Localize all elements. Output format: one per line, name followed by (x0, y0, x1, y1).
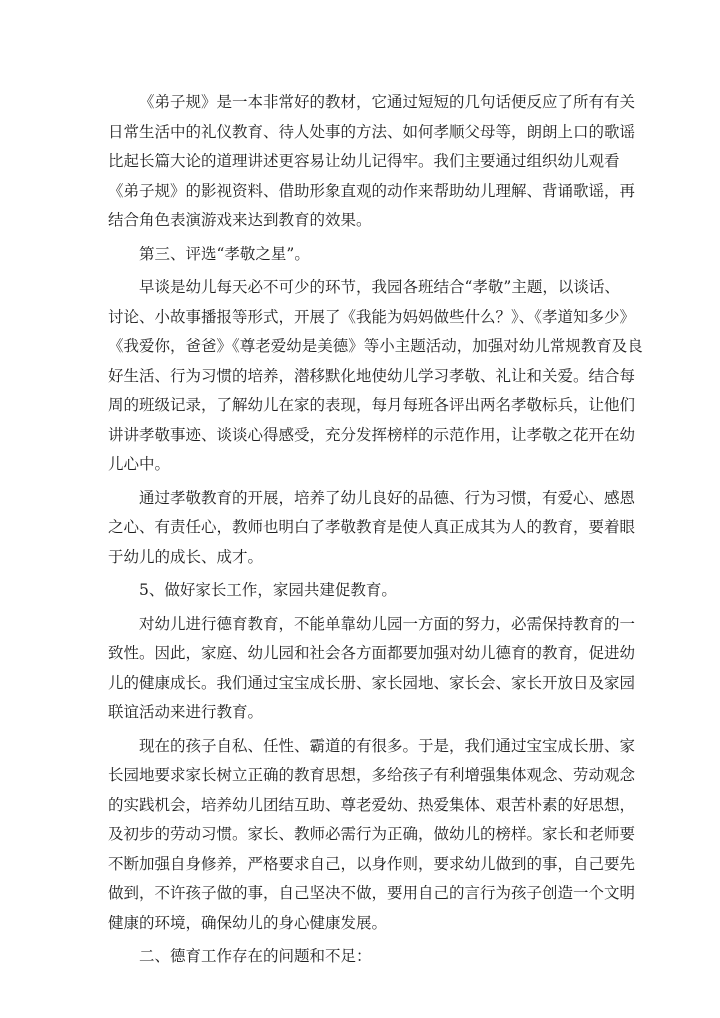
text-line: 健康的环境，确保幼儿的身心健康发展。 (108, 913, 388, 932)
paragraph-filial-results (108, 484, 636, 573)
text-line: 不断加强自身修养，严格要求自己，以身作则，要求幼儿做到的事，自己要先 (108, 854, 636, 873)
document-body (108, 88, 643, 976)
text-line: 《弟子规》是一本非常好的教材，它通过短短的几句话便反应了所有有关 (139, 93, 636, 111)
heading-problems (108, 942, 608, 972)
text-line: 周的班级记录，了解幼儿在家的表现，每月每班各评出两名孝敬标兵，让他们 (108, 396, 636, 414)
text-line: 比起长篇大论的道理讲述更容易让幼儿记得牢。我们主要通过组织幼儿观看 (108, 152, 620, 170)
text-line: 5、做好家长工作，家园共建促教育。 (139, 581, 397, 599)
text-line: 第三、评选“孝敬之星”。 (139, 244, 310, 263)
text-line: 现在的孩子自私、任性、霸道的有很多。于是，我们通过宝宝成长册、家 (139, 736, 636, 755)
text-line: 做到，不许孩子做的事，自己坚决不做，要用自己的言行为孩子创造一个文明 (108, 884, 636, 902)
paragraph-dizigui (108, 88, 636, 236)
text-line: 于幼儿的成长、成才。 (108, 547, 264, 566)
heading-third-star (108, 240, 608, 270)
text-line: 早谈是幼儿每天必不可少的环节，我园各班结合“孝敬”主题，以谈话、 (139, 278, 620, 296)
text-line: 通过孝敬教育的开展，培养了幼儿良好的品德、行为习惯，有爱心、感恩 (139, 488, 636, 507)
text-line: 联谊活动来进行教育。 (108, 703, 264, 721)
text-line: 及初步的劳动习惯。家长、教师必需行为正确，做幼儿的榜样。家长和老师要 (108, 825, 636, 843)
text-line: 儿的健康成长。我们通过宝宝成长册、家长园地、家长会、家长开放日及家园 (108, 673, 636, 692)
text-line: 讨论、小故事播报等形式，开展了《我能为妈妈做些什么？》、《孝道知多少》 (108, 307, 636, 326)
heading-parent-work (108, 576, 608, 606)
text-line: 的实践机会，培养幼儿团结互助、尊老爱幼、热爱集体、艰苦朴素的好思想， (108, 795, 636, 814)
text-line: 《我爱你，爸爸》《尊老爱幼是美德》等小主题活动，加强对幼儿常规教育及良 (108, 337, 643, 355)
paragraph-morning-talk (108, 273, 643, 480)
text-line: 日常生活中的礼仪教育、待人处事的方法、如何孝顺父母等，朗朗上口的歌谣 (108, 122, 636, 141)
paragraph-children-today (108, 732, 636, 939)
text-line: 《弟子规》的影视资料、借助形象直观的动作来帮助幼儿理解、背诵歌谣，再 (108, 181, 636, 200)
text-line: 二、德育工作存在的问题和不足： (139, 947, 372, 965)
text-line: 对幼儿进行德育教育，不能单靠幼儿园一方面的努力，必需保持教育的一 (139, 614, 636, 633)
text-line: 儿心中。 (108, 455, 171, 473)
text-line: 结合角色表演游戏来达到教育的效果。 (108, 211, 372, 229)
paragraph-moral-education (108, 610, 636, 728)
text-line: 之心、有责任心，教师也明白了孝敬教育是使人真正成其为人的教育，要着眼 (108, 518, 636, 536)
text-line: 致性。因此，家庭、幼儿园和社会各方面都要加强对幼儿德育的教育，促进幼 (108, 644, 636, 662)
text-line: 长园地要求家长树立正确的教育思想，多给孩子有利增强集体观念、劳动观念 (108, 766, 636, 784)
text-line: 好生活、行为习惯的培养，潜移默化地使幼儿学习孝敬、礼让和关爱。结合每 (108, 366, 636, 385)
text-line: 讲讲孝敬事迹、谈谈心得感受，充分发挥榜样的示范作用，让孝敬之花开在幼 (108, 425, 636, 444)
